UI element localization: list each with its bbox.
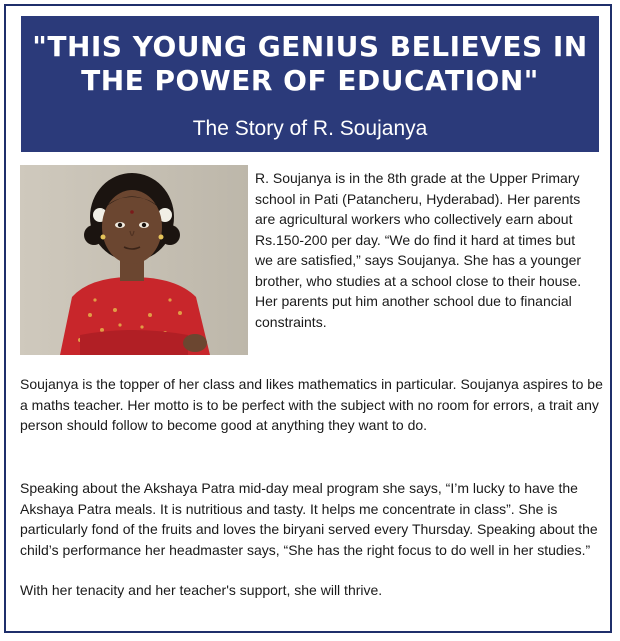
meal-program-paragraph: Speaking about the Akshaya Patra mid-day meal program she says, “I’m lucky to have the Akshaya Patra meals. It is nutritious and tasty. It helps me concentrate in class”. She is particularly fond of the fruits and loves the biryani served every Thursday. Speaking about the child’s performance her headmaster says, “She has the right focus to do well in her studies.” [20,480,598,558]
headline [21,30,599,98]
aspiration-paragraph: Soujanya is the topper of her class and likes mathematics in particular. Soujanya aspires to be a maths teacher. Her motto is to be perfect with the subject with no room for errors, a trait any person should follow to become good at anything they want to do. [20,376,603,433]
headline-line-2: THE POWER OF EDUCATION" [81,64,539,97]
title-banner [21,16,599,152]
headline-line-1: "THIS YOUNG GENIUS BELIEVES IN [32,30,588,63]
subtitle: The Story of R. Soujanya [192,117,428,140]
closing-line: With her tenacity and her teacher's support, she will thrive. [20,582,383,598]
intro-paragraph: R. Soujanya is in the 8th grade at the Upper Primary school in Pati (Patancheru, Hyderabad). Her parents are agricultural workers who collectively earn about Rs.150-200 per day. “We do find it hard at times but we are satisfied,” says Soujanya. She has a younger brother, who studies at a school close to their house. Her parents put him another school due to financial constraints. [255,170,582,330]
portrait-photo [20,165,248,355]
